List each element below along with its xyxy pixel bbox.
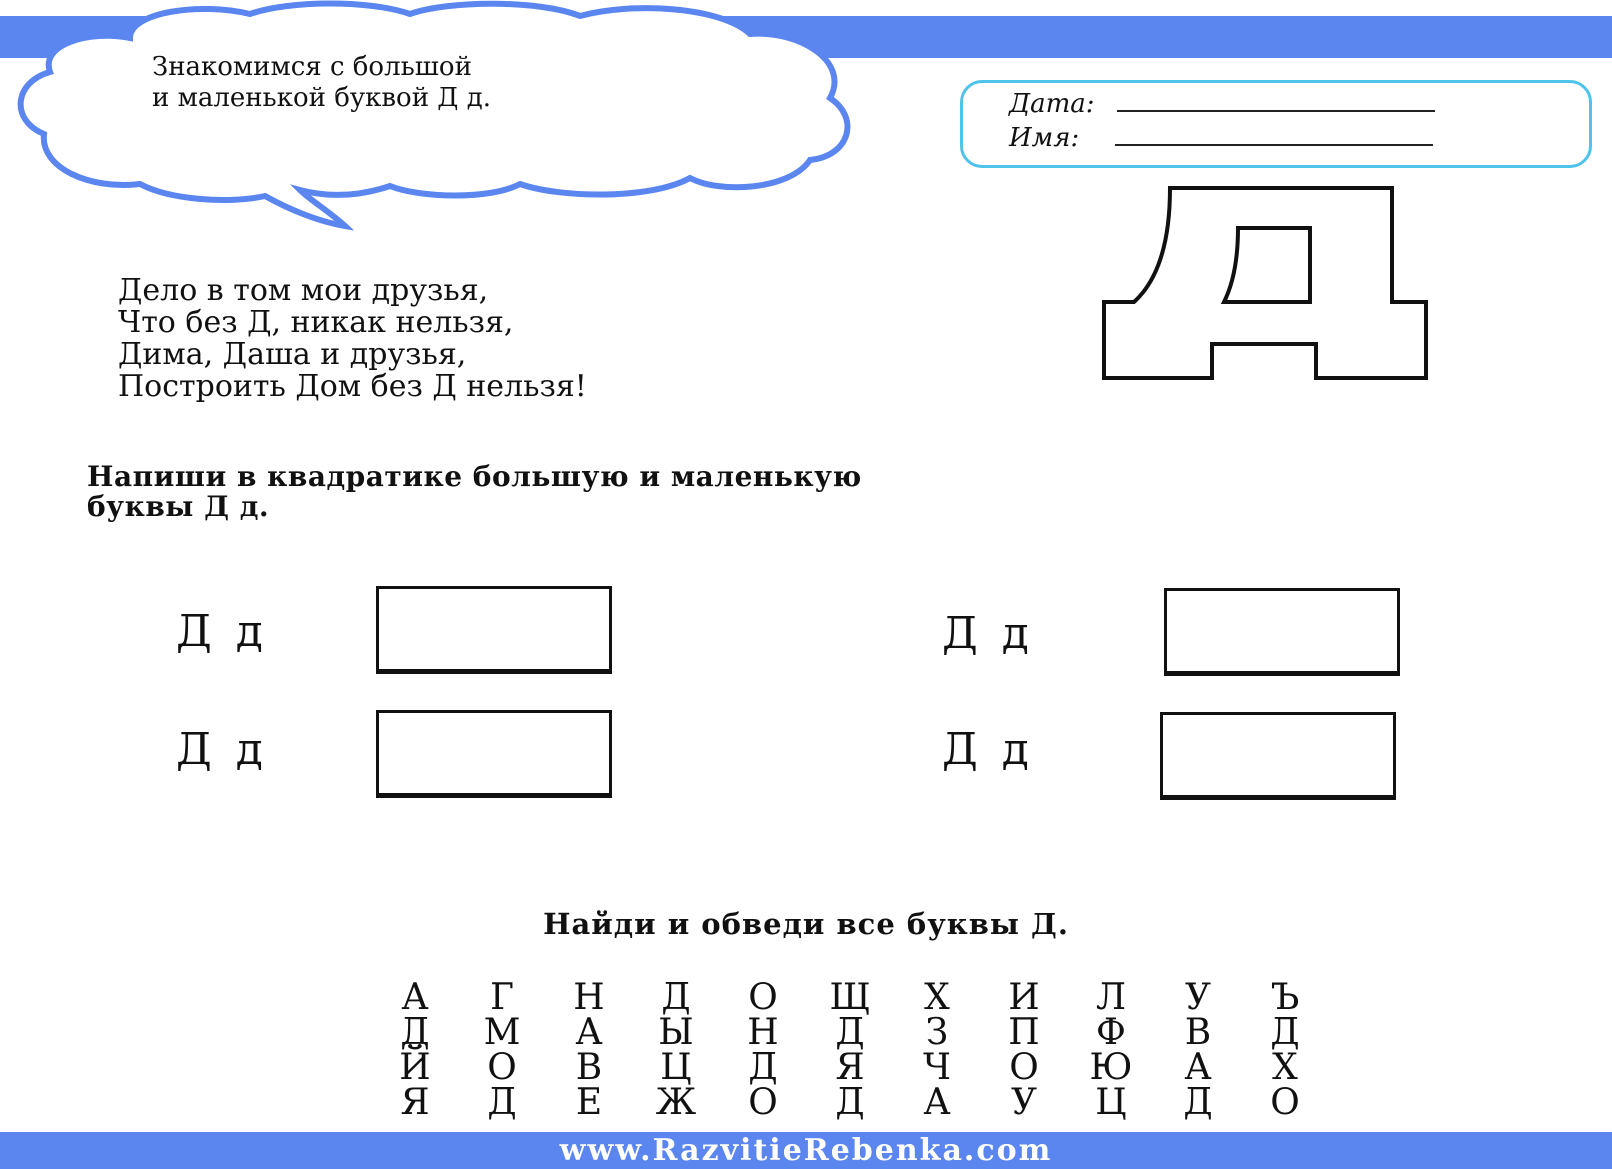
letter-pair [942,608,1029,659]
letter-grid-cell[interactable]: П [1008,1012,1040,1053]
letter-grid-cell[interactable]: Д [1183,1082,1213,1123]
letter-grid-cell[interactable]: О [748,977,778,1018]
letter-grid-cell[interactable]: У [1184,977,1211,1018]
letter-grid-row [385,977,1315,1018]
letter-grid-cell[interactable]: Ц [1095,1082,1127,1123]
date-row [1009,89,1435,119]
letter-grid-cell[interactable]: Ъ [1270,977,1300,1018]
letter-grid-cell[interactable]: Ы [658,1012,694,1053]
bottom-band [0,1132,1612,1169]
poem-line-1: Дело в том мои друзья, [118,273,489,308]
letter-grid-row [385,1082,1315,1123]
name-field[interactable] [1115,124,1433,146]
date-label: Дата: [1009,89,1095,119]
letter-grid-cell[interactable]: Ц [660,1047,692,1088]
letter-lower: д [235,724,263,775]
letter-grid-cell[interactable]: О [1270,1082,1300,1123]
write-box[interactable] [376,710,612,798]
letter-grid-cell[interactable]: Ю [1089,1047,1133,1088]
letter-grid-cell[interactable]: Ч [923,1047,951,1088]
letter-grid-cell[interactable]: Ж [655,1082,697,1123]
poem-line-4: Построить Дом без Д нельзя! [118,369,587,404]
letter-grid [385,977,1315,1123]
write-box[interactable] [1160,712,1396,800]
letter-grid-cell[interactable]: Х [924,977,950,1018]
letter-grid-cell[interactable]: В [1184,1012,1212,1053]
write-task-line-2: буквы Д д. [87,490,270,523]
find-task-instruction: Найди и обведи все буквы Д. [543,907,1069,941]
letter-grid-cell[interactable]: Е [575,1082,603,1123]
letter-grid-cell[interactable]: Д [835,1082,865,1123]
letter-grid-cell[interactable]: И [1008,977,1040,1018]
letter-grid-cell[interactable]: Д [835,1012,865,1053]
letter-pair [176,724,263,775]
letter-grid-cell[interactable]: Л [1095,977,1127,1018]
letter-grid-cell[interactable]: Ф [1096,1012,1126,1053]
letter-grid-cell[interactable]: Г [490,977,514,1018]
letter-grid-cell[interactable]: Д [487,1082,517,1123]
cloud-outline [21,4,848,227]
letter-upper: Д [176,606,212,657]
letter-lower: д [1001,608,1029,659]
letter-grid-cell[interactable]: Д [1270,1012,1300,1053]
write-box[interactable] [376,586,612,674]
letter-grid-cell[interactable]: Й [399,1047,431,1088]
letter-grid-cell[interactable]: О [1009,1047,1039,1088]
letter-grid-row [385,1047,1315,1088]
letter-grid-cell[interactable]: Я [835,1047,865,1088]
letter-grid-cell[interactable]: Щ [829,977,871,1018]
letter-grid-cell[interactable]: О [748,1082,778,1123]
letter-grid-cell[interactable]: Я [400,1082,430,1123]
write-box[interactable] [1164,588,1400,676]
letter-lower: д [235,606,263,657]
letter-grid-cell[interactable]: З [925,1012,949,1053]
footer-url[interactable]: www.RazvitieRebenka.com [559,1133,1053,1168]
letter-grid-cell[interactable]: А [1184,1047,1212,1088]
letter-lower: д [1001,724,1029,775]
cloud-line-2: и маленькой буквой Д д. [152,83,491,113]
letter-grid-cell[interactable]: Д [661,977,691,1018]
name-row [1009,123,1433,153]
cloud-text [152,52,491,114]
letter-outline [1104,188,1426,378]
letter-grid-cell[interactable]: А [923,1082,951,1123]
letter-grid-cell[interactable]: О [487,1047,517,1088]
cloud-bubble [0,0,880,240]
letter-grid-cell[interactable]: У [1010,1082,1037,1123]
cloud-line-1: Знакомимся с большой [152,52,472,82]
letter-grid-cell[interactable]: Н [747,1012,779,1053]
letter-grid-cell[interactable]: Х [1272,1047,1298,1088]
poem [118,275,587,403]
outlined-letter-d-icon [1100,186,1470,392]
letter-grid-row [385,1012,1315,1053]
letter-upper: Д [942,608,978,659]
write-task-line-1: Напиши в квадратике большую и маленькую [87,460,862,493]
letter-grid-cell[interactable]: А [575,1012,603,1053]
letter-grid-cell[interactable]: В [575,1047,603,1088]
letter-grid-cell[interactable]: Д [748,1047,778,1088]
letter-pair [942,724,1029,775]
letter-upper: Д [942,724,978,775]
letter-grid-cell[interactable]: Д [400,1012,430,1053]
name-label: Имя: [1009,123,1080,153]
write-task-instruction [87,462,862,522]
poem-line-3: Дима, Даша и друзья, [118,337,467,372]
letter-grid-cell[interactable]: М [483,1012,521,1053]
letter-upper: Д [176,724,212,775]
letter-grid-cell[interactable]: Н [573,977,605,1018]
poem-line-2: Что без Д, никак нельзя, [118,305,514,340]
letter-grid-cell[interactable]: А [401,977,429,1018]
date-name-box [960,80,1592,168]
date-field[interactable] [1117,90,1435,112]
letter-pair [176,606,263,657]
